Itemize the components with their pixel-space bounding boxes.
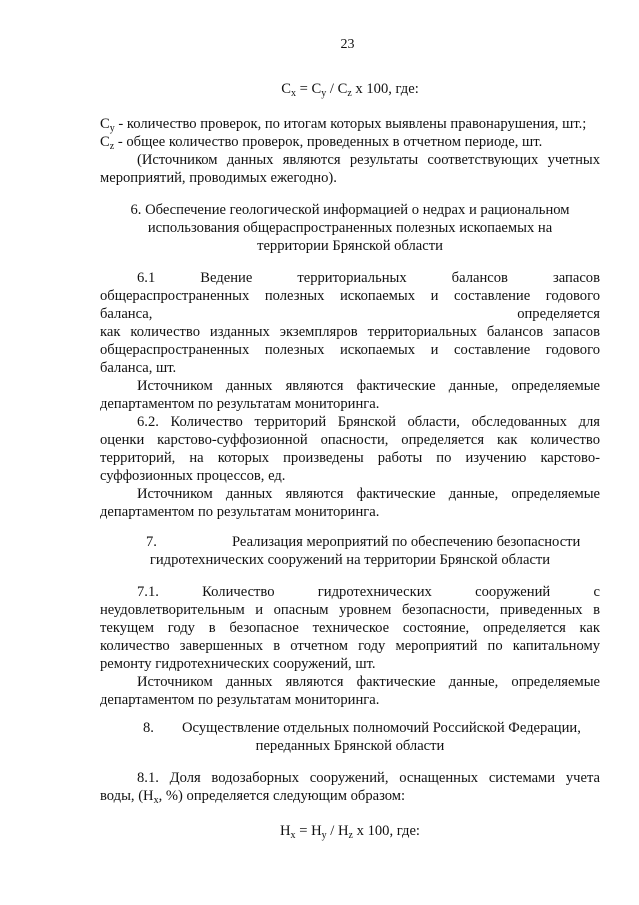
paragraph-line: как количество изданных экземпляров территориальных балансов запасов [100, 324, 600, 340]
source-note-line: департаментом по результатам мониторинга. [100, 504, 380, 520]
source-note-line: мероприятий, проводимых ежегодно). [100, 170, 337, 186]
paragraph-line: общераспространенных полезных ископаемых и составление годового [100, 288, 600, 304]
section-heading: территории Брянской области [257, 238, 443, 254]
paragraph-line: оценки карстово-суффозионной опасности, определяется как количество [100, 432, 600, 448]
section-heading: использования общераспространенных полезных ископаемых на [147, 220, 553, 236]
source-note-line: департаментом по результатам мониторинга. [100, 692, 380, 708]
paragraph-line: 7.1. Количество гидротехнических сооружений с [137, 584, 600, 600]
paragraph-line: 6.1 Ведение территориальных балансов запасов [137, 270, 600, 286]
page-number: 23 [340, 37, 355, 52]
paragraph-line: баланса, [100, 306, 153, 322]
paragraph-line: воды, ($Н_х$, %) определяется следующим образом: [100, 788, 406, 806]
source-note-line: (Источником данных являются результаты соответствующих учетных [137, 152, 600, 168]
paragraph-line: 8.1. Доля водозаборных сооружений, оснащенных системами учета [137, 770, 600, 786]
paragraph-line: определяется [517, 306, 600, 322]
paragraph-line: суффозионных процессов, ед. [100, 468, 286, 484]
section-heading: переданных Брянской области [255, 738, 445, 754]
paragraph-line: 6.2. Количество территорий Брянской области, обследованных для [137, 414, 600, 430]
section-number: 7. [146, 534, 157, 550]
formula-cx: $C_x = C_y / C_z$ x 100, где: [281, 81, 419, 99]
paragraph-line: общераспространенных полезных ископаемых и составление годового [100, 342, 600, 358]
source-note-line: Источником данных являются фактические данные, определяемые [137, 378, 600, 394]
paragraph-line: неудовлетворительным и опасным уровнем безопасности, приведенных в [100, 602, 600, 618]
section-heading: 6. Обеспечение геологической информацией о недрах и рациональном [130, 202, 570, 218]
section-heading: Осуществление отдельных полномочий Российской Федерации, [182, 720, 581, 736]
source-note-line: Источником данных являются фактические данные, определяемые [137, 674, 600, 690]
formula-hx: $Н_х = Н_у / Н_z$ x 100, где: [280, 823, 420, 841]
source-note-line: Источником данных являются фактические данные, определяемые [137, 486, 600, 502]
definition-cy: $C_y$ - количество проверок, по итогам которых выявлены правонарушения, шт.; [100, 116, 587, 134]
paragraph-line: текущем году в безопасное техническое состояние, определяется как [100, 620, 600, 636]
source-note-line: департаментом по результатам мониторинга. [100, 396, 380, 412]
paragraph-line: количество завершенных в отчетном году мероприятий по капитальному [100, 638, 600, 654]
paragraph-line: баланса, шт. [100, 360, 177, 376]
section-heading: Реализация мероприятий по обеспечению безопасности [232, 534, 581, 550]
paragraph-line: территорий, на которых произведены работы по изучению карстово- [100, 450, 600, 466]
section-number: 8. [143, 720, 154, 736]
definition-cz: $C_z$ - общее количество проверок, проведенных в отчетном периоде, шт. [100, 134, 543, 152]
paragraph-line: ремонту гидротехнических сооружений, шт. [100, 656, 376, 672]
section-heading: гидротехнических сооружений на территории Брянской области [149, 552, 551, 568]
